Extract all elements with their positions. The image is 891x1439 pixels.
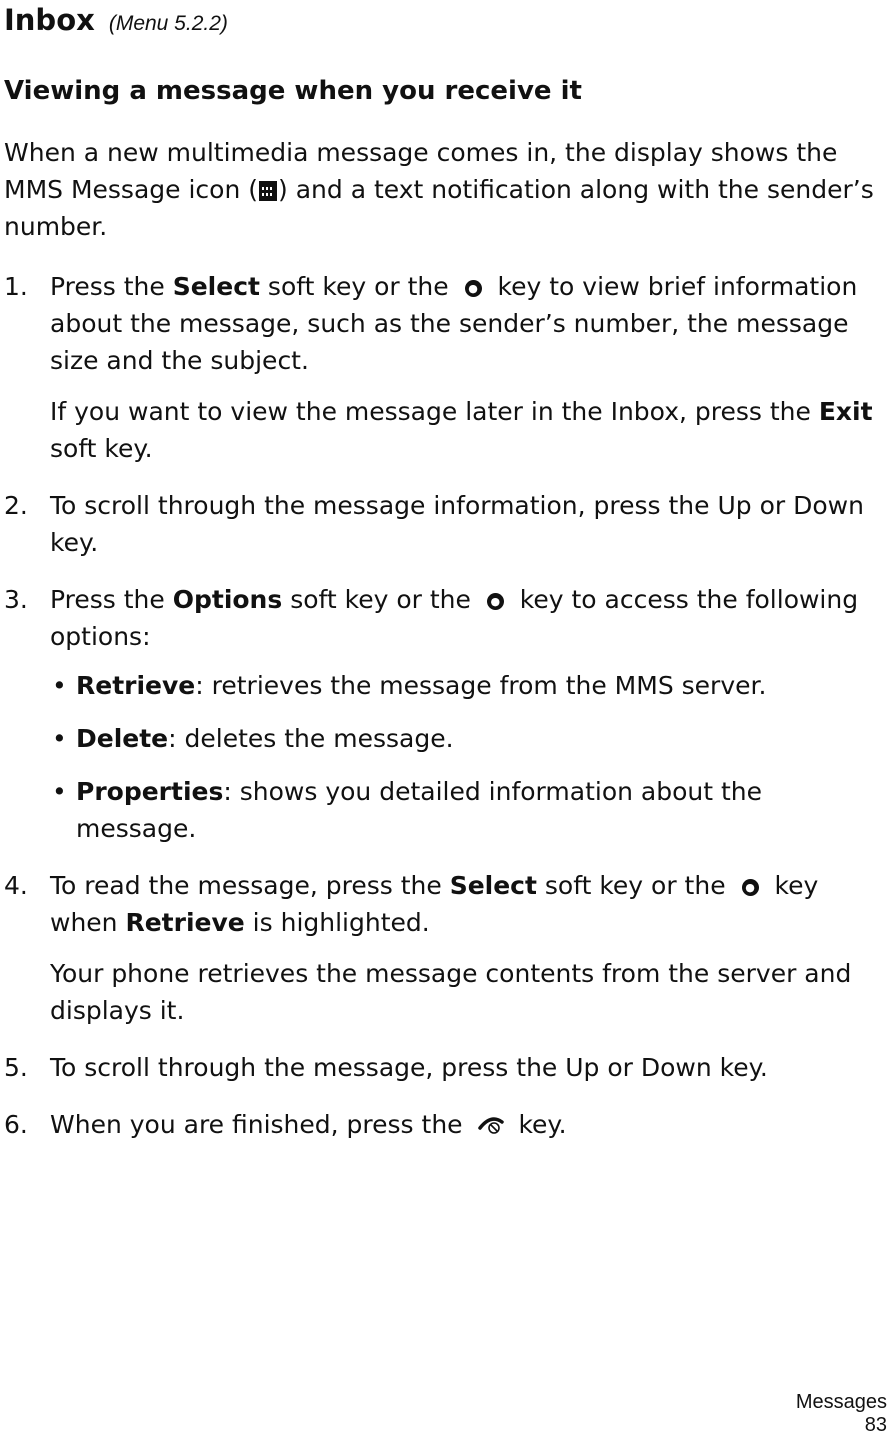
mms-message-icon (259, 181, 277, 201)
retrieve-label: Retrieve (125, 908, 245, 937)
bullet: • (52, 777, 67, 806)
option-description: : retrieves the message from the MMS server. (195, 671, 767, 700)
step-note (50, 393, 888, 467)
footer-section-name: Messages (795, 1391, 887, 1413)
step-text-part: To read the message, press the (50, 871, 450, 900)
ok-key-icon: ● (742, 879, 759, 896)
option-retrieve (52, 667, 888, 704)
intro-text-after-icon: ) and a text notification along with the sender’s number. (4, 175, 874, 241)
page-title (4, 2, 228, 42)
menu-reference: (Menu 5.2.2) (108, 12, 228, 35)
step-text-part: key to view brief information about the message, such as the sender’s number, the message size and the subject. (50, 272, 858, 375)
step-4 (4, 867, 888, 1029)
ok-key-icon: ● (465, 280, 482, 297)
step-number: 2. (4, 491, 28, 520)
step-number: 3. (4, 585, 28, 614)
select-key-label: Select (172, 272, 260, 301)
step-text-part: When you are finished, press the (50, 1110, 471, 1139)
section-heading: Viewing a message when you receive it (4, 76, 582, 106)
step-6 (4, 1106, 888, 1145)
step-1 (4, 268, 888, 467)
exit-key-label: Exit (818, 397, 873, 426)
step-2 (4, 487, 888, 561)
intro-paragraph (4, 134, 888, 245)
ok-key-icon: ● (487, 593, 504, 610)
steps-list (4, 268, 888, 1165)
option-properties (52, 773, 888, 847)
step-text-part: soft key or the (259, 272, 457, 301)
step-text-part: key. (510, 1110, 567, 1139)
note-text-part: If you want to view the message later in the Inbox, press the (50, 397, 819, 426)
option-description: : shows you detailed information about the message. (76, 777, 763, 843)
step-text (50, 581, 888, 655)
page-footer (796, 1391, 887, 1437)
step-text-part: key to access the following options: (50, 585, 859, 651)
note-text-part: soft key. (50, 434, 153, 463)
option-label: Retrieve (76, 671, 196, 700)
page-number: 83 (864, 1414, 887, 1436)
step-text-part: Press the (50, 272, 173, 301)
option-description: : deletes the message. (168, 724, 454, 753)
step-text (50, 268, 888, 379)
select-key-label: Select (449, 871, 537, 900)
step-text (50, 867, 888, 941)
intro-text-before-icon: When a new multimedia message comes in, the display shows the MMS Message icon ( (4, 138, 838, 204)
step-note: Your phone retrieves the message contents from the server and displays it. (50, 959, 852, 1025)
option-label: Properties (76, 777, 224, 806)
step-text-part: soft key or the (536, 871, 734, 900)
step-text (50, 1106, 888, 1145)
step-text-part: Press the (50, 585, 173, 614)
option-label: Delete (76, 724, 169, 753)
step-number: 4. (4, 871, 28, 900)
options-key-label: Options (172, 585, 283, 614)
bullet: • (52, 671, 67, 700)
step-text: To scroll through the message information, press the Up or Down key. (50, 491, 864, 557)
options-list (50, 667, 888, 847)
step-number: 5. (4, 1053, 28, 1082)
step-text-part: key when (50, 871, 819, 937)
step-text-part: soft key or the (282, 585, 479, 614)
step-5 (4, 1049, 888, 1086)
title-text: Inbox (4, 3, 95, 37)
step-text-part: is highlighted. (244, 908, 430, 937)
step-number: 1. (4, 272, 28, 301)
step-3 (4, 581, 888, 847)
step-number: 6. (4, 1110, 28, 1139)
option-delete (52, 720, 888, 757)
end-key-icon (477, 1108, 505, 1145)
bullet: • (52, 724, 67, 753)
step-text: To scroll through the message, press the Up or Down key. (50, 1053, 768, 1082)
